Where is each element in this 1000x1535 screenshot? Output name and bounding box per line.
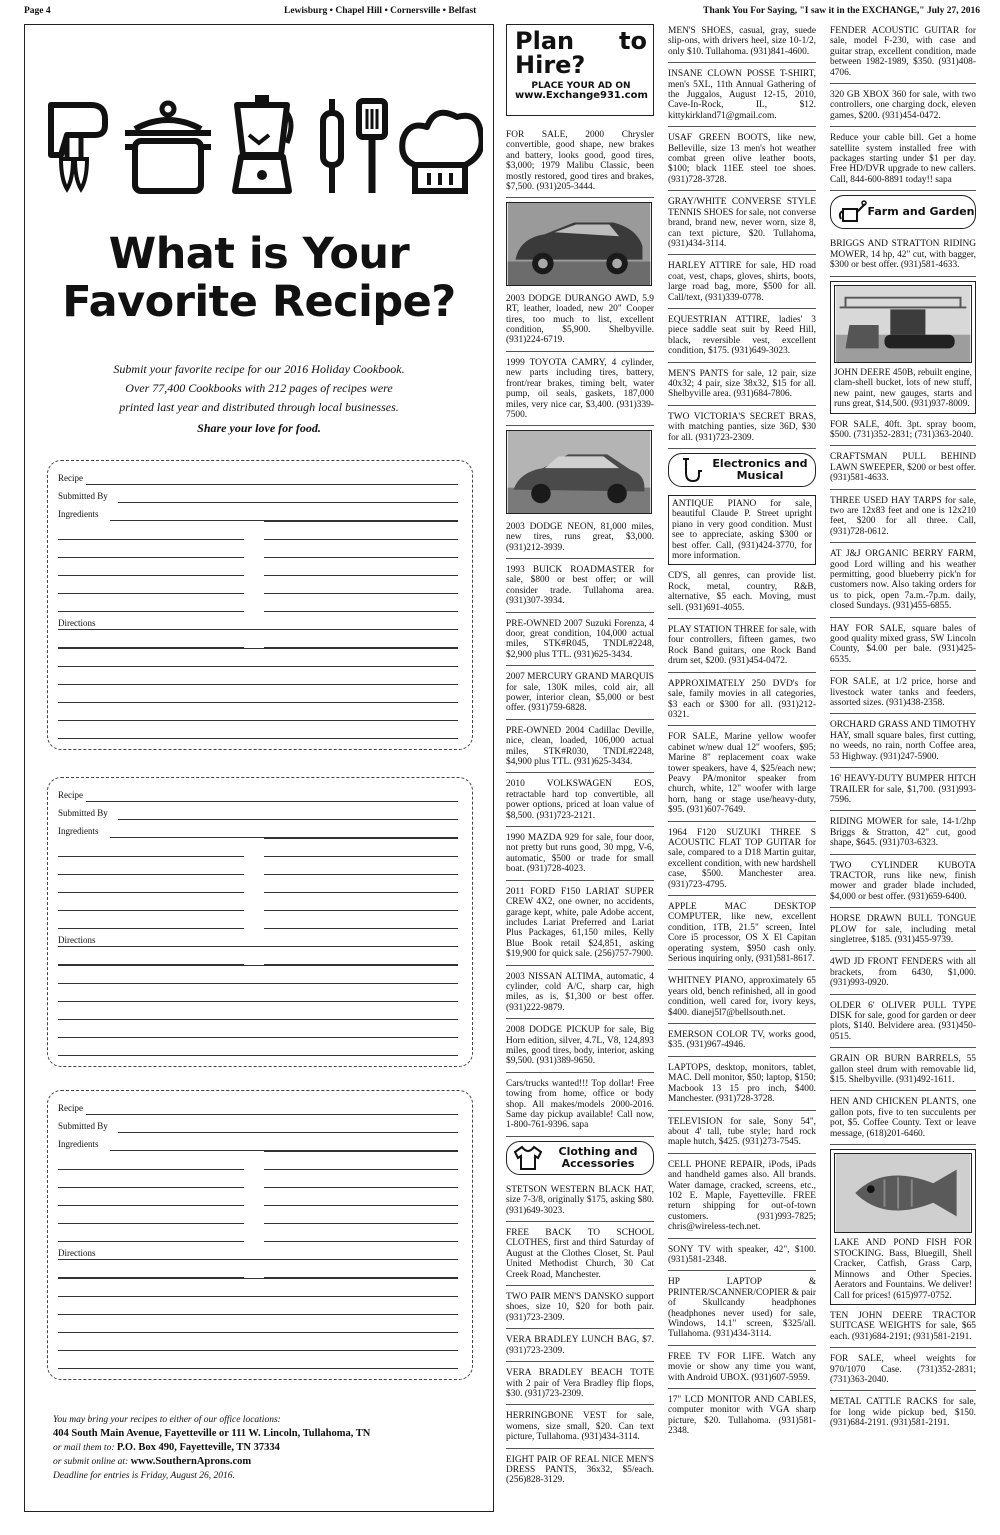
classified-ad: MEN'S PANTS for sale, 12 pair, size 40x32; 4 pair, size 38x32, $15 for all. Shelbyville area. (931)684-7806.	[668, 367, 816, 406]
recipe-name-field[interactable]	[58, 473, 458, 487]
recipe-name-field-rule	[86, 801, 458, 802]
directions-field-rule	[108, 1259, 458, 1260]
recipe-form-3[interactable]	[47, 1090, 473, 1380]
ingredient-line[interactable]	[264, 874, 458, 875]
kitchen-icons-row	[37, 95, 483, 225]
category-label: Farm and Garden	[867, 205, 975, 219]
classified-ad: BRIGGS AND STRATTON RIDING MOWER, 14 hp, 42" cut, with bagger, $300 or best offer. (931)581-4633.	[830, 237, 976, 276]
submitted-by-field-label: Submitted By	[58, 808, 108, 818]
ingredient-line[interactable]	[264, 557, 458, 558]
recipe-intro	[25, 360, 493, 438]
ingredient-line[interactable]	[264, 1241, 458, 1242]
classified-ad: FREE BACK TO SCHOOL CLOTHES, first and third Saturday of August at the Clothes Closet, St. Paul United Methodist Church, 30 Cat Creek Road, Manchester.	[506, 1226, 654, 1286]
classified-ad: HORSE DRAWN BULL TONGUE PLOW for sale, including metal singletree, $185. (931)455-9739.	[830, 912, 976, 951]
direction-line[interactable]	[58, 666, 458, 667]
directions-field[interactable]	[58, 935, 458, 949]
classified-ad: HERRINGBONE VEST for sale, womens, size small, $20. Can text picture, Tullahoma. (931)434-3114.	[506, 1409, 654, 1448]
classifieds-column-2	[668, 24, 816, 1446]
direction-line[interactable]	[58, 1055, 458, 1056]
plan-website[interactable]: www.Exchange931.com	[515, 90, 648, 102]
intro-line: Submit your favorite recipe for our 2016 Holiday Cookbook.	[113, 362, 405, 376]
deadline-line: Deadline for entries is Friday, August 26, 2016.	[53, 1471, 235, 1481]
classified-ad: FOR SALE, wheel weights for 970/1070 Case. (731)352-2831; (731)363-2040.	[830, 1352, 976, 1391]
classified-ad: 2007 MERCURY GRAND MARQUIS for sale, 130K miles, cold air, all power, interior clean, $5,000 or best offer. (931)759-6828.	[506, 670, 654, 720]
ingredient-line[interactable]	[264, 539, 458, 540]
classified-ad-boxed: ANTIQUE PIANO for sale, beautiful Claude P. Street upright piano in very good condition. Must see to appreciate, asking $300 or best offer. Call, (931)424-3770, for more information.	[668, 495, 816, 565]
direction-line[interactable]	[58, 720, 458, 721]
recipe-form-1[interactable]	[47, 460, 473, 750]
directions-field-rule	[108, 629, 458, 630]
classified-ad: HEN AND CHICKEN PLANTS, one gallon pots, five to ten succulents per pot, $5. Coffee County. Text or leave message, (618)201-6460.	[830, 1095, 976, 1145]
direction-line[interactable]	[58, 648, 458, 649]
submission-info	[53, 1413, 370, 1483]
cooking-pot-icon	[123, 95, 213, 205]
classified-ad: TWO PAIR MEN'S DANSKO support shoes, size 10, $20 for both pair. (931)723-2309.	[506, 1290, 654, 1329]
share-line: Share your love for food.	[197, 421, 321, 435]
submitted-by-field-label: Submitted By	[58, 1121, 108, 1131]
category-electronics	[668, 453, 816, 487]
website-link[interactable]: www.SouthernAprons.com	[130, 1456, 252, 1467]
recipe-panel	[24, 24, 494, 1512]
mail-address: P.O. Box 490, Fayetteville, TN 37334	[116, 1442, 280, 1453]
page-number: Page 4	[24, 6, 51, 16]
classified-ad: AT J&J ORGANIC BERRY FARM, good Lord willing and his weather permitting, good blueberry pick'n for customers now. Also taking orders for us to pick, open 7a.m.-7p.m. daily, closed Sundays. (931)455-6855.	[830, 547, 976, 617]
classified-ad: PRE-OWNED 2007 Suzuki Forenza, 4 door, great condition, 104,000 actual miles, STK#R045, TNDL#2248, $2,900 plus TTL. (931)625-3434.	[506, 617, 654, 667]
direction-line[interactable]	[58, 1019, 458, 1020]
classified-ad: MEN'S SHOES, casual, gray, suede slip-ons, with drivers heel, size 10-1/2, only $10. Tullahoma. (931)841-4600.	[668, 24, 816, 63]
mail-prefix: or mail them to:	[53, 1443, 117, 1453]
classified-ad: ORCHARD GRASS AND TIMOTHY HAY, small square bales, first cutting, no weeds, no rain, north Coffee area, 53 Highway. (931)247-5900.	[830, 718, 976, 768]
ingredient-line[interactable]	[58, 557, 244, 558]
classified-ad: FOR SALE, 2000 Chrysler convertible, good shape, new brakes and battery, looks good, good tires, $3,000; 1979 Malibu Classic, been mostly restored, good tires and brakes, $7,500. (931)205-3444.	[506, 128, 654, 198]
classified-ad: EIGHT PAIR OF REAL NICE MEN'S DRESS PANTS, 36x32, $5/each. (256)828-3129.	[506, 1454, 654, 1486]
towns-line: Lewisburg • Chapel Hill • Cornersville • Belfast	[284, 6, 477, 16]
classified-ad: Reduce your cable bill. Get a home satellite system installed free with packages starting under $1 per day. Free HD/DVR upgrade to new callers. Call, 844-600-8891 today!! sapa	[830, 131, 976, 191]
classified-ad: 1993 BUICK ROADMASTER for sale, $800 or best offer; or will consider trade. Tullahoma area. (931)307-3934.	[506, 563, 654, 613]
ingredient-line[interactable]	[58, 910, 244, 911]
recipe-name-field-label: Recipe	[58, 790, 83, 800]
classified-ad: HAY FOR SALE, square bales of good quality mixed grass, SW Lincoln County, $4.00 per bale. (931)425-6535.	[830, 622, 976, 672]
plan-subtitle: PLACE YOUR AD ON	[531, 81, 631, 91]
classified-ad: THREE USED HAY TARPS for sale, two are 12x83 feet and one is 12x210 feet, $200 for all three. Call, (931)728-0612.	[830, 494, 976, 544]
classified-ad: FENDER ACOUSTIC GUITAR for sale, model F-230, with case and guitar strap, excellent condition, made between 1982-1989, $350. (931)408-4706.	[830, 24, 976, 84]
classified-ad: 2010 VOLKSWAGEN EOS, retractable hard top convertible, all power options, priced at loan value of $8,500. (931)723-2121.	[506, 777, 654, 827]
classified-ad: 17" LCD MONITOR AND CABLES, computer monitor with VGA sharp picture, $20. Tullahoma. (931)581-2348.	[668, 1395, 816, 1437]
ingredient-line[interactable]	[58, 1241, 244, 1242]
directions-field-label: Directions	[58, 1248, 96, 1258]
classified-ad-boxed	[830, 1149, 976, 1305]
classified-ad: FOR SALE, at 1/2 price, horse and livestock water tanks and feeders, assorted sizes. (931)438-2358.	[830, 675, 976, 714]
ingredient-line[interactable]	[264, 910, 458, 911]
online-prefix: or submit online at:	[53, 1457, 131, 1467]
ingredients-field-label: Ingredients	[58, 1139, 99, 1149]
category-label: Electronics and Musical	[712, 457, 808, 482]
t-shirt-icon	[513, 1145, 543, 1171]
ingredients-field-label: Ingredients	[58, 826, 99, 836]
directions-field[interactable]	[58, 618, 458, 632]
classified-ad: 4WD JD FRONT FENDERS with all brackets, from 6430, $1,000. (931)993-0920.	[830, 955, 976, 994]
classified-ad: EQUESTRIAN ATTIRE, ladies' 3 piece saddle seat suit by Reed Hill, black, reversible vest, excellent condition, $175. (931)649-3023.	[668, 313, 816, 363]
recipe-name-field[interactable]	[58, 790, 458, 804]
recipe-name-field-label: Recipe	[58, 473, 83, 483]
direction-line[interactable]	[58, 1332, 458, 1333]
intro-line: printed last year and distributed through local businesses.	[119, 400, 399, 414]
classified-ad: 2003 NISSAN ALTIMA, automatic, 4 cylinder, cold A/C, sharp car, high miles, as is, $1,300 or best offer. (931)222-9879.	[506, 970, 654, 1020]
ingredient-line[interactable]	[58, 593, 244, 594]
classified-ad: HARLEY ATTIRE for sale, HD road coat, vest, chaps, gloves, shirts, boots, large road bag, more, $500 for all. Call/text, (931)339-0778.	[668, 259, 816, 309]
classified-ad: HP LAPTOP & PRINTER/SCANNER/COPIER & pair of Skullcandy headphones (headphones never used) for sale, Windows, 14.1" screen, $325/all. Tullahoma. (931)434-3114.	[668, 1275, 816, 1345]
ingredient-line[interactable]	[58, 928, 244, 929]
directions-field-label: Directions	[58, 618, 96, 628]
ingredient-line[interactable]	[264, 1205, 458, 1206]
classified-ad: CELL PHONE REPAIR, iPods, iPads and handheld games also. All brands. Water damage, cracked, screens, etc., 102 E. Maple, Fayetteville. FREE return shipping for out-of-town customers. (931)993-7825; chris@wireless-tech.net.	[668, 1158, 816, 1239]
directions-field-label: Directions	[58, 935, 96, 945]
direction-line[interactable]	[58, 702, 458, 703]
blender-icon	[227, 95, 297, 205]
classified-ad: PRE-OWNED 2004 Cadillac Deville, nice, clean, loaded, 106,000 actual miles, STK#R030, TNDL#2248, $4,900 plus TTL. (931)625-3434.	[506, 724, 654, 774]
submitted-by-field[interactable]	[58, 1121, 458, 1135]
john-deere-dozer-photo	[834, 285, 972, 363]
direction-line[interactable]	[58, 1278, 458, 1279]
classifieds-column-1	[506, 24, 654, 1495]
category-farm	[830, 195, 976, 229]
ingredient-line[interactable]	[58, 1223, 244, 1224]
classified-ad: FOR SALE, 40ft. 3pt. spray boom, $500. (731)352-2831; (731)363-2040.	[830, 418, 976, 447]
submitted-by-field-label: Submitted By	[58, 491, 108, 501]
ingredient-line[interactable]	[264, 611, 458, 612]
plan-title: Plan to Hire?	[515, 27, 647, 79]
classified-ad: APPROXIMATELY 250 DVD's for sale, family movies in all categories, $3 each or $300 for all. (931)212-0321.	[668, 677, 816, 727]
classified-ad: VERA BRADLEY BEACH TOTE with 2 pair of Vera Bradley flip flops, $30. (931)723-2309.	[506, 1366, 654, 1405]
submitted-by-field[interactable]	[58, 491, 458, 505]
classified-ad: 2008 DODGE PICKUP for sale, Big Horn edition, silver, 4.7L, V8, 124,893 miles, good tires, body, interior, asking $9,500. (931)389-9650.	[506, 1023, 654, 1073]
ingredient-line[interactable]	[264, 1151, 458, 1152]
ingredient-line[interactable]	[58, 874, 244, 875]
recipe-name-field[interactable]	[58, 1103, 458, 1117]
ingredient-line[interactable]	[264, 856, 458, 857]
category-label: Clothing and Accessories	[558, 1144, 638, 1170]
ingredient-line[interactable]	[264, 575, 458, 576]
classified-ad: CD'S, all genres, can provide list. Rock, metal, country, R&B, alternative, $5 each. Moving, must sell. (931)691-4055.	[668, 569, 816, 619]
watering-can-icon	[837, 199, 867, 225]
ad-text: LAKE AND POND FISH FOR STOCKING. Bass, Bluegill, Shell Cracker, Catfish, Grass Carp, Minnows and Other Species. Aerators and Fountains. We deliver! Call for prices! (615)977-0752.	[834, 1238, 972, 1301]
direction-line[interactable]	[58, 965, 458, 966]
classified-ad: GRAIN OR BURN BARRELS, 55 gallon steel drum with removable lid, $15. Shelbyville. (931)492-1611.	[830, 1052, 976, 1091]
ad-text: JOHN DEERE 450B, rebuilt engine, clam-shell bucket, lots of new stuff, new paint, new gauges, starts and runs great, $14,500. (931)937-8009.	[834, 367, 973, 410]
direction-line[interactable]	[58, 684, 458, 685]
ingredient-line[interactable]	[264, 1187, 458, 1188]
direction-line[interactable]	[58, 1314, 458, 1315]
classified-ad: STETSON WESTERN BLACK HAT, size 7-3/8, originally $175, asking $80. (931)649-3023.	[506, 1183, 654, 1222]
submitted-by-field-rule	[118, 1132, 458, 1133]
directions-field[interactable]	[58, 1248, 458, 1262]
intro-line: Over 77,400 Cookbooks with 212 pages of recipes were	[125, 381, 393, 395]
classified-ad: 320 GB XBOX 360 for sale, with two controllers, one charging dock, eleven games, $200. (931)454-0472.	[830, 88, 976, 127]
classified-ad-boxed	[830, 281, 976, 414]
recipe-form-2[interactable]	[47, 777, 473, 1067]
classified-ad: CRAFTSMAN PULL BEHIND LAWN SWEEPER, $200 or best offer. (931)581-4633.	[830, 450, 976, 489]
classified-ad: WHITNEY PIANO, approximately 65 years old, bench refinished, all in good condition, well cared for, ivory keys, $400. dianej5l7@bellsouth.net.	[668, 974, 816, 1024]
classified-ad: LAPTOPS, desktop, monitors, tablet, MAC. Dell monitor, $50; laptop, $150; Macbook 13 15 pro inch, $400. Manchester. (931)728-3728.	[668, 1061, 816, 1111]
recipe-name-field-rule	[86, 484, 458, 485]
dodge-durango-photo	[506, 202, 652, 286]
classified-ad: SONY TV with speaker, 42", $100. (931)581-2348.	[668, 1243, 816, 1272]
ingredients-field-label: Ingredients	[58, 509, 99, 519]
submitted-by-field-rule	[118, 502, 458, 503]
ingredient-line[interactable]	[264, 1169, 458, 1170]
direction-line[interactable]	[58, 738, 458, 739]
saxophone-icon	[675, 457, 705, 483]
ingredient-line[interactable]	[264, 1223, 458, 1224]
classified-ad: 2003 DODGE NEON, 81,000 miles, new tires, runs great, $3,000. (931)212-3939.	[506, 520, 654, 559]
classified-ad: FREE TV FOR LIFE. Watch any movie or show any time you want, with Android UBOX. (931)607-5959.	[668, 1350, 816, 1389]
title-line-2: Favorite Recipe?	[62, 277, 456, 327]
classified-ad: TEN JOHN DEERE TRACTOR SUITCASE WEIGHTS for sale, $65 each. (931)684-2191; (931)581-2191.	[830, 1309, 976, 1348]
plan-to-hire-box[interactable]	[506, 24, 654, 116]
dodge-neon-photo	[506, 430, 652, 514]
directions-field-rule	[108, 946, 458, 947]
direction-line[interactable]	[58, 1296, 458, 1297]
classified-ad: GRAY/WHITE CONVERSE STYLE TENNIS SHOES for sale, not converse brand, brand new, never worn, size 8, can text picture, $20. Tullahoma, (931)434-3114.	[668, 195, 816, 255]
bluegill-fish-photo	[834, 1153, 972, 1233]
direction-line[interactable]	[58, 983, 458, 984]
ingredient-line[interactable]	[58, 1205, 244, 1206]
classified-ad: PLAY STATION THREE for sale, with four controllers, fifteen games, two Rock Band guitars, one Rock Band drum set, $200. (931)454-0472.	[668, 623, 816, 673]
header-tagline: Thank You For Saying, "I saw it in the EXCHANGE," July 27, 2016	[703, 6, 980, 16]
classified-ad: 2003 DODGE DURANGO AWD, 5.9 RT, leather, loaded, new 20" Cooper tires, too much to list, excellent condition, $5,900. Shelbyville. (931)224-6719.	[506, 292, 654, 352]
direction-line[interactable]	[58, 1350, 458, 1351]
office-addresses: 404 South Main Avenue, Fayetteville or 111 W. Lincoln, Tullahoma, TN	[53, 1428, 371, 1439]
classified-ad: FOR SALE, Marine yellow woofer cabinet w/new dual 12" woofers, $95; Marine 8" replacement coax wake tower speakers, have 4, $25/each new; Peavy PA/monitor speaker from church, white, 12" woofer with large horn, hang or stage use/heavy-duty, $95. (931)607-7649.	[668, 730, 816, 821]
ingredient-line[interactable]	[264, 838, 458, 839]
classified-ad: METAL CATTLE RACKS for sale, for long wide pickup bed, $150. (931)684-2191. (931)581-2191.	[830, 1397, 976, 1429]
ingredient-line[interactable]	[264, 521, 458, 522]
ingredient-line[interactable]	[264, 593, 458, 594]
ingredient-line[interactable]	[58, 892, 244, 893]
classified-ad: 1990 MAZDA 929 for sale, four door, not pretty but runs good, 30 mpg, V-6, automatic, $500 or trade for small boat. (931)728-4023.	[506, 831, 654, 881]
ingredient-line[interactable]	[58, 1187, 244, 1188]
classified-ad: Cars/trucks wanted!!! Top dollar! Free towing from home, office or body shop. All makes/models 2000-2016. Same day pickup available! Call now, 1-800-761-9396. sapa	[506, 1077, 654, 1137]
classified-ad: 1999 TOYOTA CAMRY, 4 cylinder, new parts including tires, battery, front/rear brakes, timing belt, water pump, oil seals, gaskets, 187,000 miles, very nice car, $3,400. (931)339-7500.	[506, 356, 654, 426]
classified-ad: USAF GREEN BOOTS, like new, Belleville, size 13 men's hot weather combat green olive leather boots, $100; black 11EE steel toe shoes. (931)728-3728.	[668, 131, 816, 191]
recipe-title	[25, 230, 493, 326]
direction-line[interactable]	[58, 1037, 458, 1038]
ingredient-line[interactable]	[264, 892, 458, 893]
classified-ad: TWO VICTORIA'S SECRET BRAS, with matching panties, size 36D, $30 for all. (931)723-2309.	[668, 410, 816, 449]
ingredient-line[interactable]	[58, 539, 244, 540]
category-clothing	[506, 1141, 654, 1175]
rolling-pin-spatula-icon	[317, 95, 397, 205]
ingredient-line[interactable]	[58, 856, 244, 857]
classified-ad: TWO CYLINDER KUBOTA TRACTOR, runs like new, finish mower and grader blade included, $4,000 or best offer. (931)659-6400.	[830, 859, 976, 909]
ingredient-line[interactable]	[58, 611, 244, 612]
direction-line[interactable]	[58, 1001, 458, 1002]
submission-line: You may bring your recipes to either of our office locations:	[53, 1415, 281, 1425]
classified-ad: RIDING MOWER for sale, 14-1/2hp Briggs & Stratton, 42" cut, good shape, $645. (931)703-6323.	[830, 815, 976, 854]
ingredient-line[interactable]	[58, 1169, 244, 1170]
classified-ad: INSANE CLOWN POSSE T-SHIRT, men's 5XL, 11th Annual Gathering of the Juggalos, August 12-15, 2010, Cave-In-Rock, IL, $12. kittykirkland71@gmail.com.	[668, 67, 816, 127]
recipe-name-field-rule	[86, 1114, 458, 1115]
classified-ad: TELEVISION for sale, Sony 54", about 4' tall, tube style; hard rock maple hutch, $425. (931)273-7545.	[668, 1115, 816, 1154]
classified-ad: APPLE MAC DESKTOP COMPUTER, like new, excellent condition, 1TB, 21.5" screen, Intel Core i5 processor, OS X El Capitan operating system, $950 cash only. Serious inquiring only, (931)581-8617.	[668, 900, 816, 970]
direction-line[interactable]	[58, 1368, 458, 1369]
submitted-by-field[interactable]	[58, 808, 458, 822]
classified-ad: 16' HEAVY-DUTY BUMPER HITCH TRAILER for sale, $1,700. (931)993-7596.	[830, 772, 976, 811]
chef-hat-icon	[399, 95, 483, 205]
submitted-by-field-rule	[118, 819, 458, 820]
ingredient-line[interactable]	[264, 928, 458, 929]
hand-mixer-icon	[41, 95, 121, 205]
ingredient-line[interactable]	[58, 575, 244, 576]
page-header	[24, 6, 980, 22]
recipe-name-field-label: Recipe	[58, 1103, 83, 1113]
classified-ad: 2011 FORD F150 LARIAT SUPER CREW 4X2, one owner, no accidents, garage kept, white, pale Adobe accent, includes Lariat Preferred and Lariat Plus Packages, 61,150 miles, Kelly Blue Book retail $24,851, asking $19,900 for quick sale. (256)757-7900.	[506, 885, 654, 966]
classified-ad: 1964 F120 SUZUKI THREE S ACOUSTIC FLAT TOP GUITAR for sale, compared to a D18 Martin guitar, excellent condition, with new hardshell case, $500. Manchester area. (931)723-4795.	[668, 826, 816, 896]
classified-ad: EMERSON COLOR TV, works good, $35. (931)967-4946.	[668, 1028, 816, 1057]
classifieds-column-3	[830, 24, 976, 1438]
title-line-1: What is Your	[108, 229, 410, 279]
classified-ad: OLDER 6' OLIVER PULL TYPE DISK for sale, good for garden or deer plots, $140. Belvidere area. (931)450-0515.	[830, 999, 976, 1049]
classified-ad: VERA BRADLEY LUNCH BAG, $7. (931)723-2309.	[506, 1333, 654, 1362]
